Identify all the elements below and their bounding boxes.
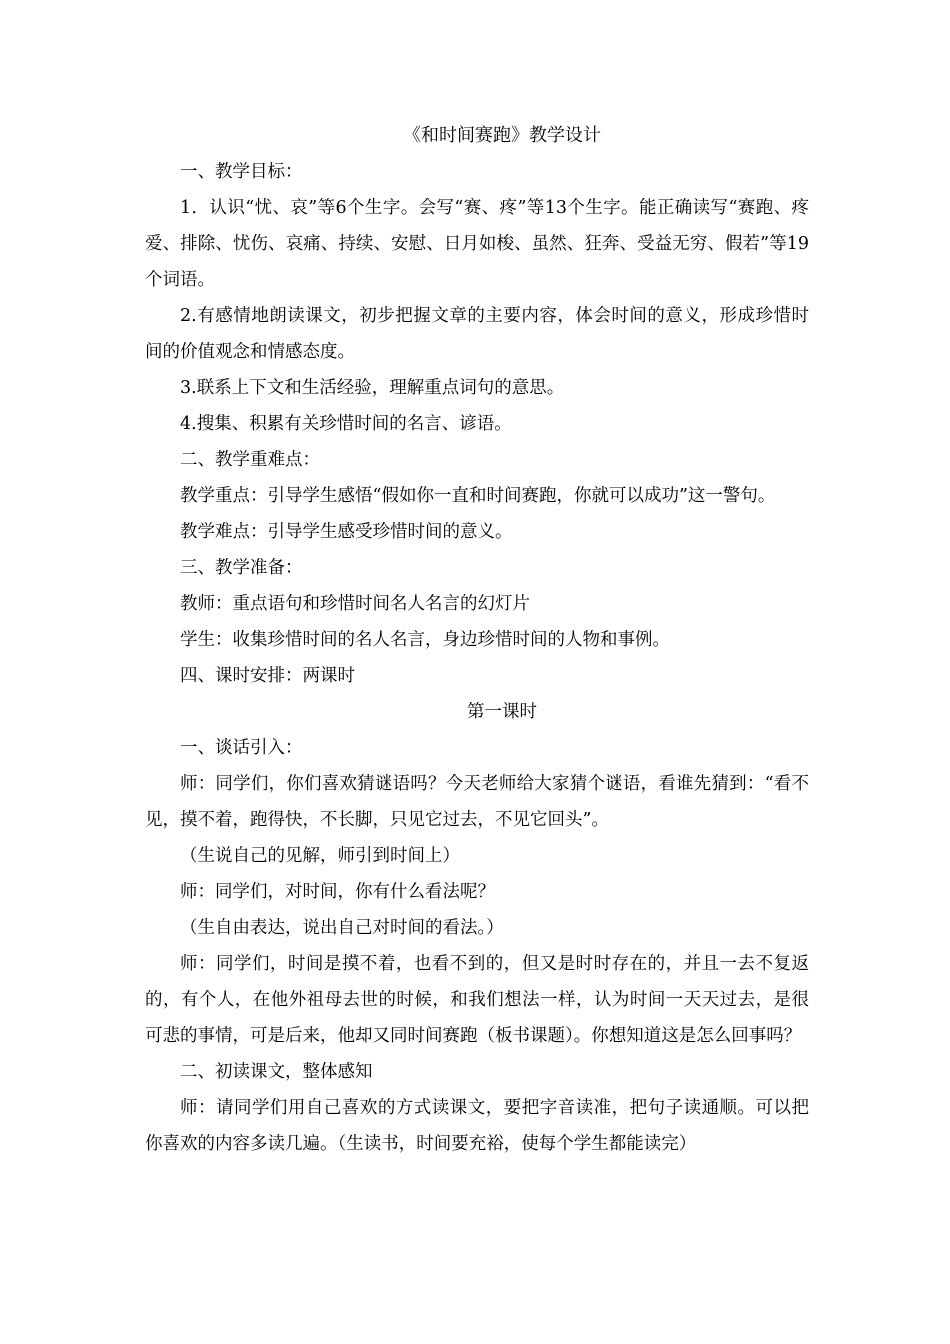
teacher-explanation: 师：同学们，时间是摸不着，也看不到的，但又是时时存在的，并且一去不复返的，有个人，在他外祖母去世的时候，和我们想法一样，认为时间一天天过去，是很可悲的事情，可是后来，他却又同时间赛跑（板书课题）。你想知道这是怎么回事吗？ — [145, 954, 809, 1046]
section-heading-preparation: 三、教学准备： — [180, 558, 303, 578]
teacher-reading-instruction: 师：请同学们用自己喜欢的方式读课文，要把字音读准，把句子读通顺。可以把你喜欢的内容多读几遍。（生读书，时间要充裕，使每个学生都能读完） — [145, 1098, 809, 1154]
section-heading-key-points: 二、教学重难点： — [180, 450, 320, 470]
difficult-point: 教学难点：引导学生感受珍惜时间的意义。 — [180, 522, 513, 542]
document-page — [145, 118, 809, 1162]
section-heading-objectives: 一、教学目标： — [180, 162, 303, 182]
teacher-question: 师：同学们，对时间，你有什么看法呢？ — [180, 882, 495, 902]
student-preparation: 学生：收集珍惜时间的名人名言，身边珍惜时间的人物和事例。 — [180, 630, 670, 650]
student-response-2: （生自由表达，说出自己对时间的看法。） — [180, 918, 504, 938]
objective-2: 2.有感情地朗读课文，初步把握文章的主要内容，体会时间的意义，形成珍惜时间的价值观念和情感态度。 — [145, 306, 809, 362]
objective-3: 3.联系上下文和生活经验，理解重点词句的意思。 — [180, 378, 565, 398]
teacher-preparation: 教师：重点语句和珍惜时间名人名言的幻灯片 — [180, 594, 530, 614]
document-title: 《和时间赛跑》教学设计 — [403, 125, 601, 146]
teacher-riddle: 师：同学们，你们喜欢猜谜语吗？今天老师给大家猜个谜语，看谁先猜到：“看不见，摸不着，跑得快，不长脚，只见它过去，不见它回头”。 — [145, 774, 809, 830]
student-response-1: （生说自己的见解，师引到时间上） — [180, 846, 460, 866]
objective-1: 1．认识“忧、哀”等6个生字。会写“赛、疼”等13个生字。能正确读写“赛跑、疼爱、排除、忧伤、哀痛、持续、安慰、日月如梭、虽然、狂奔、受益无穷、假若”等19个词语。 — [145, 198, 809, 290]
step-heading-intro: 一、谈话引入： — [180, 738, 303, 758]
step-heading-first-reading: 二、初读课文，整体感知 — [180, 1062, 373, 1082]
key-point: 教学重点：引导学生感悟“假如你一直和时间赛跑，你就可以成功”这一警句。 — [180, 486, 776, 506]
objective-4: 4.搜集、积累有关珍惜时间的名言、谚语。 — [180, 414, 512, 434]
lesson-heading: 第一课时 — [467, 702, 537, 722]
section-heading-schedule: 四、课时安排：两课时 — [180, 666, 355, 686]
